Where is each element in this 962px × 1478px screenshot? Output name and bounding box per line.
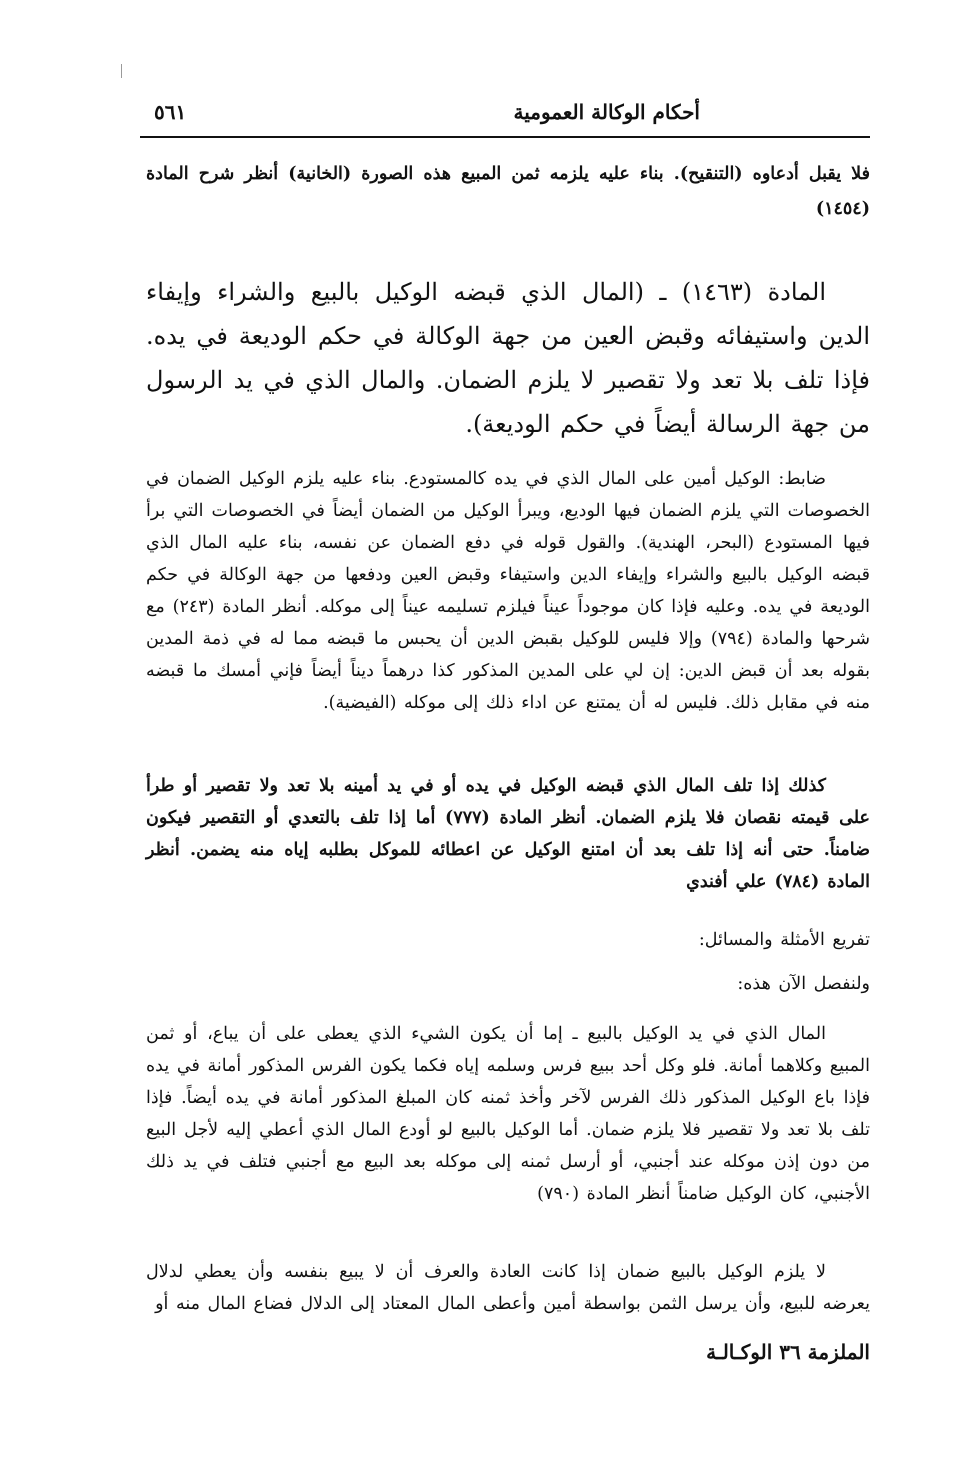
article-1463-text: المادة (١٤٦٣) ـ (المال الذي قبضه الوكيل بالبيع والشراء وإيفاء الدين واستيفائه وقبض العين من جهة الوكالة في حكم الوديعة في يده. فإذا تلف بلا تعد ولا تقصير لا يلزم الضمان. والمال الذي في يد الرسول من جهة الرسالة أيضاً في حكم الوديعة). bbox=[146, 278, 870, 438]
no-liability-paragraph: لا يلزم الوكيل بالبيع ضمان إذا كانت العادة والعرف أن لا يبيع بنفسه وأن يعطي لدلال يعرضه للبيع، وأن يرسل الثمن بواسطة أمين وأعطى المال المعتاد إلى الدلال فضاع المال منه أو bbox=[146, 1262, 870, 1314]
detail-intro: ولنفصل الآن هذه: bbox=[737, 974, 870, 994]
page-number: ٥٦١ bbox=[154, 100, 187, 124]
header-rule bbox=[140, 136, 870, 138]
kadhalika-paragraph: كذلك إذا تلف المال الذي قبضه الوكيل في يده أو في يد أمينه بلا تعد ولا تقصير أو طرأ على قيمته نقصان فلا يلزم الضمان. أنظر المادة (٧٧٧) أما إذا تلف بالتعدي أو التقصير فيكون ضامناً. حتى أنه إذا تلف بعد أن امتنع الوكيل عن اعطائه للموكل بطلبه إياه منه يضمن. أنظر المادة (٧٨٤) علي أفندي bbox=[146, 776, 870, 892]
intro-paragraph: فلا يقبل أدعاوه (التنقيح). بناء عليه يلزمه ثمن المبيع هذه الصورة (الخانية) أنظر شرح المادة (١٤٥٤) bbox=[146, 164, 870, 219]
agent-property-paragraph: المال الذي في يد الوكيل بالبيع ـ إما أن يكون الشيء الذي يعطى على أن يباع، أو ثمن المبيع وكلاهما أمانة. فلو وكل أحد ببيع فرس وسلمه إياه فكما يكون الفرس المذكور أمانة في يده فإذا باع الوكيل المذكور ذلك الفرس لآخر وأخذ ثمنه كان المبلغ المذكور أمانة في يده أيضاً. فإذا تلف بلا تعد ولا تقصير فلا يلزم ضمان. أما الوكيل بالبيع لو أودع المال الذي أعطي إليه لأجل البيع من دون إذن موكله عند أجنبي، أو أرسل ثمنه إلى موكله بعد البيع مع أجنبي فتلف في يد ذلك الأجنبي، كان الوكيل ضامناً أنظر المادة (٧٩٠) bbox=[146, 1024, 870, 1204]
signature-line: الملزمة ٣٦ الوكـالـة bbox=[706, 1340, 870, 1364]
dhabit-paragraph: ضابط: الوكيل أمين على المال الذي في يده كالمستودع. بناء عليه يلزم الوكيل الضمان في الخصوصات التي يلزم الضمان فيها الوديع، ويبرأ الوكيل من الضمان أيضاً في الخصوصات التي برأ فيها المستودع (البحر، الهندية). والقول قوله في دفع الضمان عن نفسه، بناء عليه المال الذي قبضه الوكيل بالبيع والشراء وإيفاء الدين واستيفاء وقبض العين ودفعها من جهة الوكالة في حكم الوديعة في يده. وعليه فإذا كان موجوداً عيناً فيلزم تسليمه عيناً إلى موكله. أنظر المادة (٢٤٣) مع شرحها والمادة (٧٩٤) وإلا فليس للوكيل بقبض الدين أن يحبس ما قبضه مما له في ذمة المدين بقوله بعد أن قبض الدين: إن لي على المدين المذكور كذا درهماً ديناً أيضاً فإني أمسك ما قبضه منه في مقابل ذلك. فليس له أن يمتنع عن اداء ذلك إلى موكله (الفيضية). bbox=[146, 469, 871, 713]
scan-artifact-mark bbox=[121, 64, 122, 78]
examples-heading: تفريع الأمثلة والمسائل: bbox=[698, 930, 870, 950]
header-title: أحكام الوكالة العمومية bbox=[513, 100, 700, 124]
running-header bbox=[140, 98, 870, 132]
